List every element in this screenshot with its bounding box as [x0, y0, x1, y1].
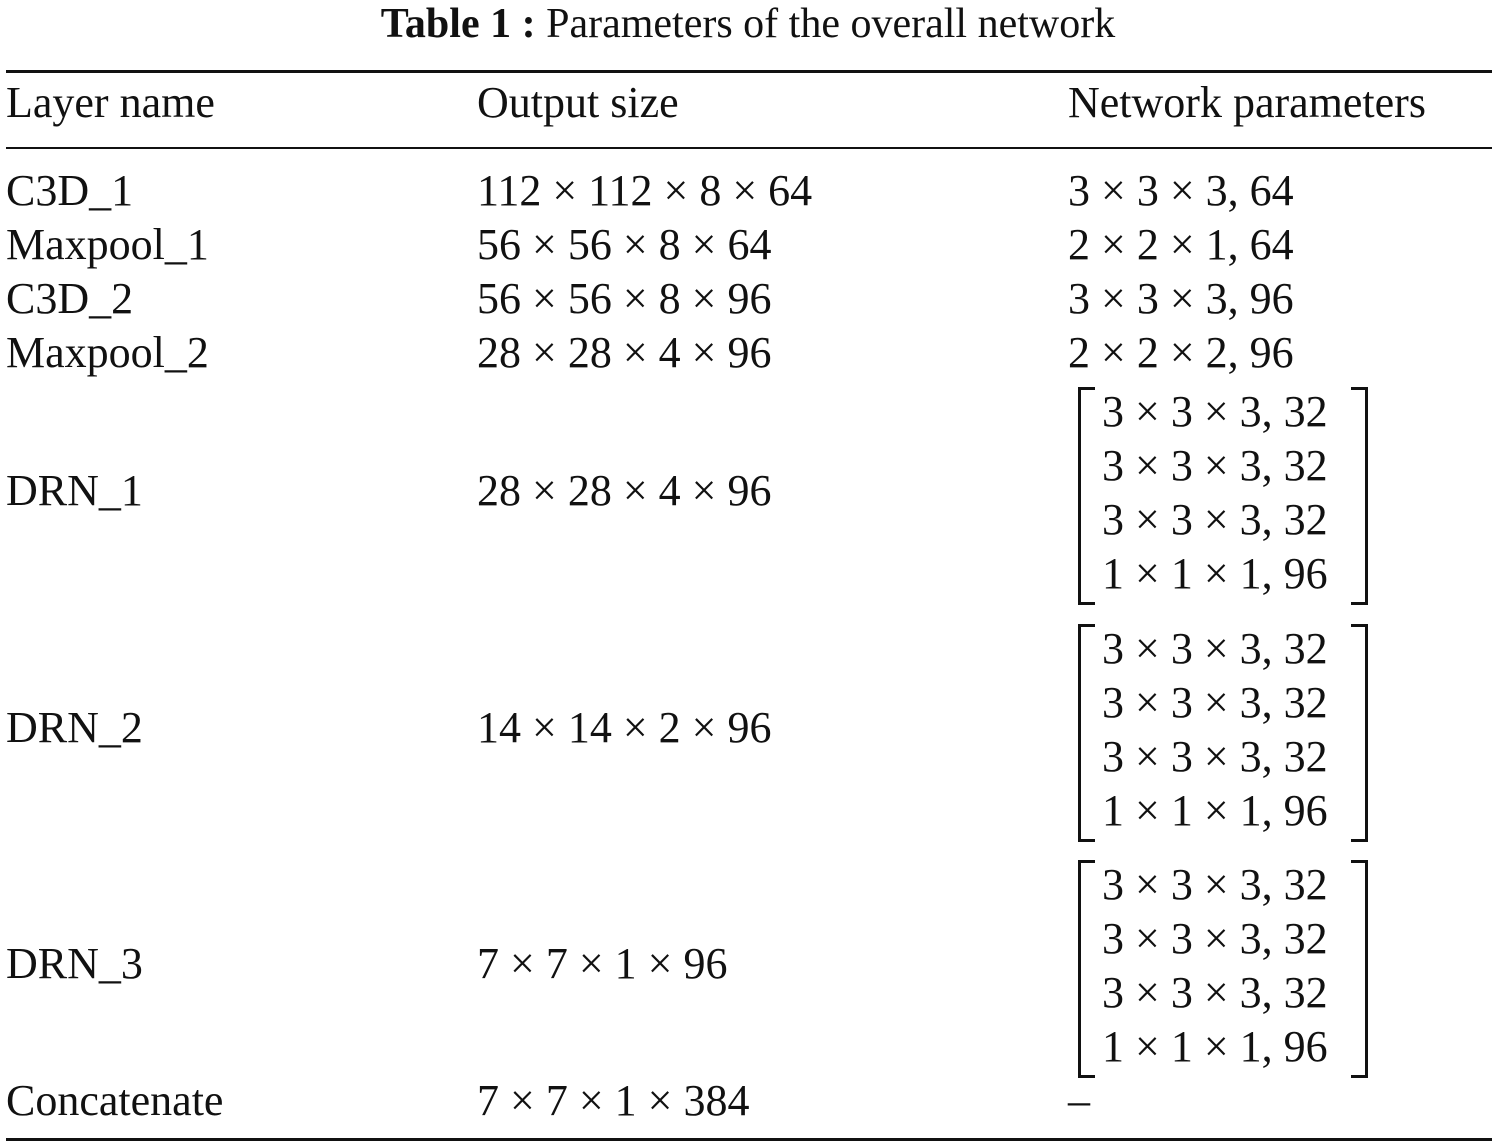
params-matrix — [1078, 860, 1368, 1078]
table-row-output: 7 × 7 × 1 × 384 — [477, 1076, 750, 1125]
table-row-layer: C3D_1 — [6, 166, 134, 215]
bracket-corner — [1351, 1075, 1365, 1078]
matrix-row: 1 × 1 × 1, 96 — [1102, 786, 1328, 835]
matrix-row: 3 × 3 × 3, 32 — [1102, 732, 1328, 781]
table-row-output: 14 × 14 × 2 × 96 — [477, 703, 772, 752]
table-row-output: 28 × 28 × 4 × 96 — [477, 466, 772, 515]
header-output-size: Output size — [477, 78, 679, 127]
matrix-row: 1 × 1 × 1, 96 — [1102, 549, 1328, 598]
table-row-layer: Maxpool_1 — [6, 220, 209, 269]
bracket-corner — [1081, 602, 1095, 605]
bracket-corner — [1081, 387, 1095, 390]
bracket-corner — [1351, 860, 1365, 863]
table-row-params: 3 × 3 × 3, 96 — [1068, 274, 1294, 323]
params-matrix — [1078, 624, 1368, 842]
matrix-row: 3 × 3 × 3, 32 — [1102, 441, 1328, 490]
matrix-row: 3 × 3 × 3, 32 — [1102, 495, 1328, 544]
matrix-row: 3 × 3 × 3, 32 — [1102, 914, 1328, 963]
bracket-corner — [1081, 624, 1095, 627]
table-row-params: 2 × 2 × 2, 96 — [1068, 328, 1294, 377]
bracket-corner — [1351, 387, 1365, 390]
bracket-corner — [1081, 839, 1095, 842]
table-row-params: 2 × 2 × 1, 64 — [1068, 220, 1294, 269]
matrix-row: 3 × 3 × 3, 32 — [1102, 387, 1328, 436]
bracket-corner — [1081, 860, 1095, 863]
bracket-corner — [1351, 624, 1365, 627]
table-row-output: 28 × 28 × 4 × 96 — [477, 328, 772, 377]
table-row-layer: DRN_1 — [6, 466, 143, 515]
table-row-output: 7 × 7 × 1 × 96 — [477, 939, 728, 988]
table-row-output: 112 × 112 × 8 × 64 — [477, 166, 813, 215]
table-row-layer: DRN_3 — [6, 939, 143, 988]
table-row-layer: Maxpool_2 — [6, 328, 209, 377]
bracket-corner — [1351, 602, 1365, 605]
matrix-row: 3 × 3 × 3, 32 — [1102, 678, 1328, 727]
table-row-layer: Concatenate — [6, 1076, 224, 1125]
table-row-output: 56 × 56 × 8 × 64 — [477, 220, 772, 269]
table-row-layer: C3D_2 — [6, 274, 134, 323]
table-row-output: 56 × 56 × 8 × 96 — [477, 274, 772, 323]
bracket-corner — [1351, 839, 1365, 842]
top-rule — [6, 70, 1492, 73]
matrix-row: 3 × 3 × 3, 32 — [1102, 860, 1328, 909]
table-row-params: 3 × 3 × 3, 64 — [1068, 166, 1294, 215]
header-layer-name: Layer name — [6, 78, 215, 127]
header-rule — [6, 147, 1492, 149]
table-row-layer: DRN_2 — [6, 703, 143, 752]
matrix-row: 3 × 3 × 3, 32 — [1102, 968, 1328, 1017]
bottom-rule — [6, 1138, 1492, 1141]
params-matrix — [1078, 387, 1368, 605]
table-caption — [0, 0, 1496, 50]
header-network-parameters: Network parameters — [1068, 78, 1426, 127]
table-caption-label: Table 1 : — [380, 1, 536, 47]
matrix-row: 3 × 3 × 3, 32 — [1102, 624, 1328, 673]
matrix-row: 1 × 1 × 1, 96 — [1102, 1022, 1328, 1071]
table-caption-text: Parameters of the overall network — [546, 1, 1116, 47]
table-row-params: – — [1068, 1076, 1090, 1125]
